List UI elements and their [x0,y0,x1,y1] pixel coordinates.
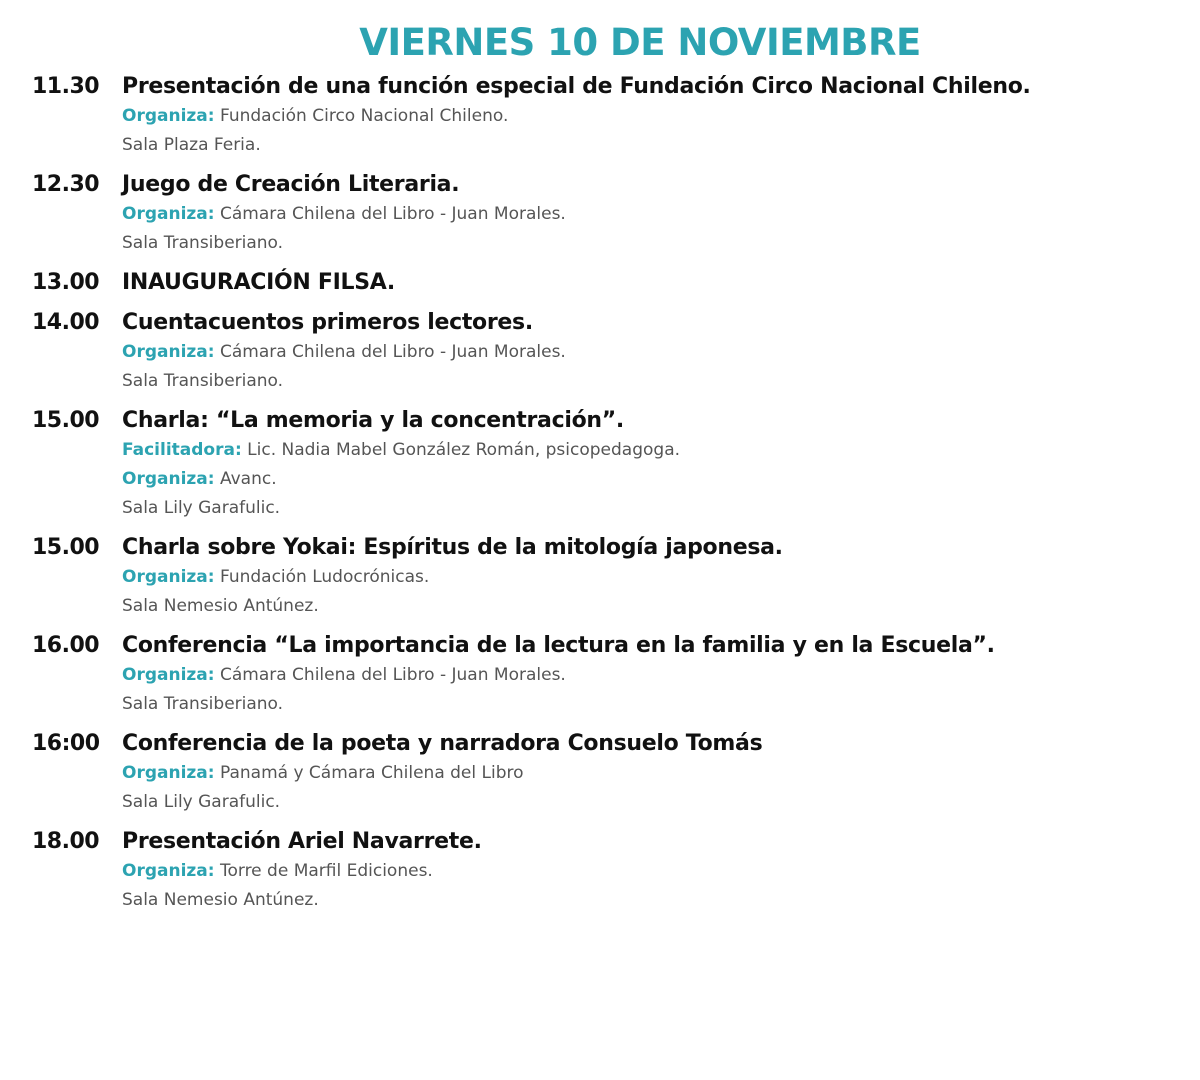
organizer-name: Cámara Chilena del Libro - Juan Morales. [214,342,566,362]
event-item [32,406,1180,523]
page-title: VIERNES 10 DE NOVIEMBRE [359,20,921,64]
organizer-label: Organiza: [122,763,215,783]
event-organizer [122,338,1180,367]
event-title: Charla: “La memoria y la concentración”. [122,408,624,433]
event-time: 12.30 [32,172,100,197]
organizer-label: Organiza: [122,861,215,881]
event-venue [122,788,1180,817]
event-body [122,268,1180,298]
organizer-name: Avanc. [214,469,277,489]
event-venue [122,367,1180,396]
venue-name: Sala Plaza Feria. [122,135,261,155]
event-time: 15.00 [32,408,100,433]
event-body [122,406,1180,523]
venue-name: Sala Nemesio Antúnez. [122,596,319,616]
event-body [122,533,1180,621]
event-body [122,631,1180,719]
event-venue [122,131,1180,160]
venue-name: Sala Transiberiano. [122,233,284,253]
event-title: Juego de Creación Literaria. [122,172,460,197]
event-title: INAUGURACIÓN FILSA. [122,270,395,295]
event-title: Presentación Ariel Navarrete. [122,829,482,854]
event-item [32,631,1180,719]
event-title: Conferencia “La importancia de la lectura en la familia y en la Escuela”. [122,633,995,658]
event-organizer [122,563,1180,592]
event-body [122,827,1180,915]
event-title: Cuentacuentos primeros lectores. [122,310,533,335]
event-venue [122,494,1180,523]
event-venue [122,886,1180,915]
venue-name: Sala Transiberiano. [122,694,284,714]
organizer-name: Fundación Circo Nacional Chileno. [214,106,509,126]
event-item [32,729,1180,817]
event-organizer [122,102,1180,131]
event-time: 11.30 [32,74,100,99]
event-body [122,72,1180,160]
event-title: Presentación de una función especial de Fundación Circo Nacional Chileno. [122,74,1031,99]
event-venue [122,592,1180,621]
facilitator-label: Facilitadora: [122,440,242,460]
organizer-label: Organiza: [122,469,215,489]
organizer-name: Fundación Ludocrónicas. [214,567,430,587]
organizer-label: Organiza: [122,342,215,362]
event-organizer [122,661,1180,690]
event-organizer [122,465,1180,494]
event-title: Charla sobre Yokai: Espíritus de la mitología japonesa. [122,535,783,560]
organizer-label: Organiza: [122,567,215,587]
venue-name: Sala Lily Garafulic. [122,498,281,518]
event-title: Conferencia de la poeta y narradora Consuelo Tomás [122,731,763,756]
event-organizer [122,200,1180,229]
organizer-label: Organiza: [122,106,215,126]
event-time: 18.00 [32,829,100,854]
event-item [32,268,1180,298]
event-organizer [122,857,1180,886]
organizer-label: Organiza: [122,665,215,685]
event-item [32,170,1180,258]
event-time: 15.00 [32,535,100,560]
event-organizer [122,759,1180,788]
event-time: 16:00 [32,731,100,756]
organizer-label: Organiza: [122,204,215,224]
event-item [32,308,1180,396]
facilitator-name: Lic. Nadia Mabel González Román, psicopedagoga. [241,440,681,460]
event-item [32,72,1180,160]
event-body [122,170,1180,258]
event-item [32,827,1180,915]
event-venue [122,229,1180,258]
event-time: 13.00 [32,270,100,295]
organizer-name: Panamá y Cámara Chilena del Libro [214,763,524,783]
organizer-name: Cámara Chilena del Libro - Juan Morales. [214,204,566,224]
venue-name: Sala Nemesio Antúnez. [122,890,319,910]
event-facilitator [122,436,1180,465]
organizer-name: Cámara Chilena del Libro - Juan Morales. [214,665,566,685]
venue-name: Sala Transiberiano. [122,371,284,391]
organizer-name: Torre de Marfil Ediciones. [214,861,433,881]
venue-name: Sala Lily Garafulic. [122,792,281,812]
event-program [32,72,1180,925]
event-body [122,729,1180,817]
event-item [32,533,1180,621]
event-body [122,308,1180,396]
event-venue [122,690,1180,719]
event-time: 16.00 [32,633,100,658]
event-time: 14.00 [32,310,100,335]
